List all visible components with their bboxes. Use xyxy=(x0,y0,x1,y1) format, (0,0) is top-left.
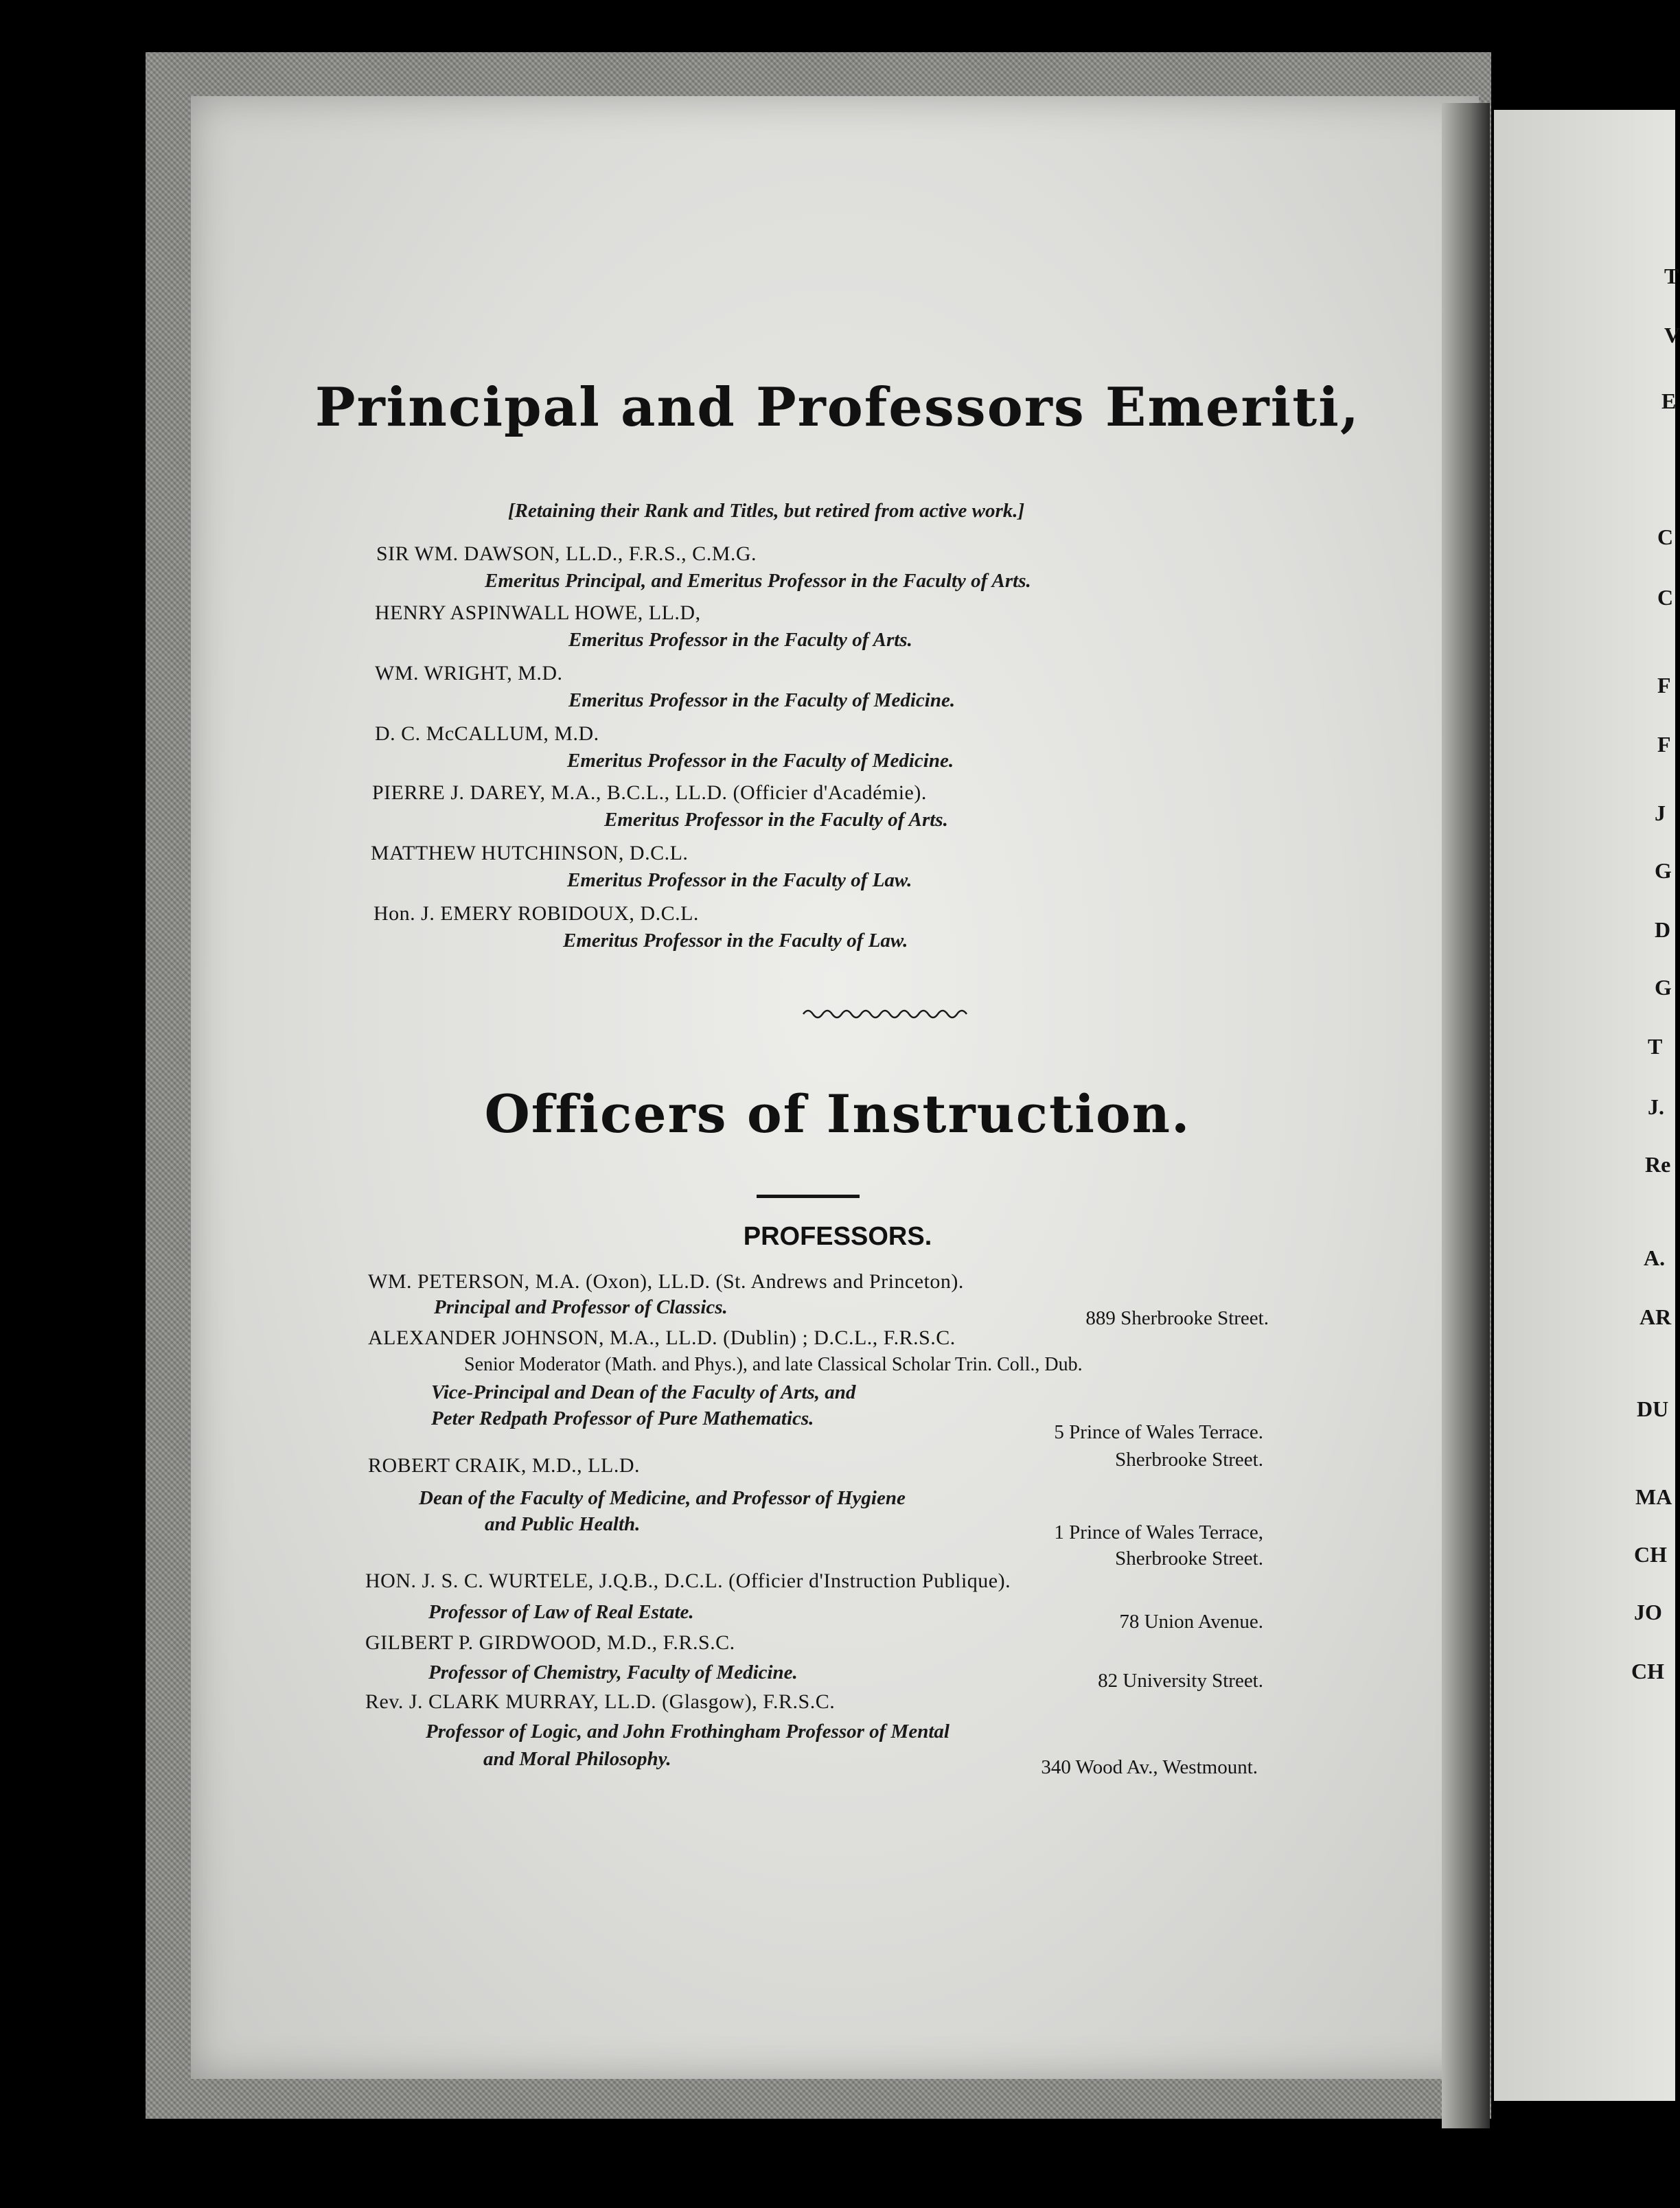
facing-page-fragment: G xyxy=(1655,858,1672,883)
facing-page-fragment: MA xyxy=(1635,1484,1672,1509)
murray-name: Rev. J. CLARK MURRAY, LL.D. (Glasgow), F.R.S.C. xyxy=(365,1690,836,1713)
emeriti-title: Emeritus Professor in the Faculty of Arts. xyxy=(604,809,948,831)
facing-page-fragment: G xyxy=(1655,975,1672,1000)
murray-title-2: and Moral Philosophy. xyxy=(483,1748,671,1770)
murray-address: 340 Wood Av., Westmount. xyxy=(1041,1756,1258,1778)
facing-page-fragment: Re xyxy=(1645,1152,1671,1177)
peterson-title: Principal and Professor of Classics. xyxy=(434,1296,728,1318)
wavy-divider-ornament xyxy=(802,1005,967,1023)
facing-page-fragment: AR xyxy=(1639,1304,1672,1329)
craik-address-2: Sherbrooke Street. xyxy=(1115,1548,1263,1569)
facing-page-fragment: T xyxy=(1648,1034,1663,1059)
emeriti-title: Emeritus Professor in the Faculty of Arts. xyxy=(568,629,912,651)
professors-label: PROFESSORS. xyxy=(743,1222,932,1251)
wurtele-name: HON. J. S. C. WURTELE, J.Q.B., D.C.L. (Officier d'Instruction Publique). xyxy=(365,1569,1011,1592)
facing-page-fragment: CH xyxy=(1634,1542,1667,1567)
emeriti-title: Emeritus Professor in the Faculty of Law. xyxy=(567,869,912,891)
emeriti-name: WM. WRIGHT, M.D. xyxy=(375,662,563,685)
emeriti-heading: Principal and Professors Emeriti, xyxy=(314,376,1361,439)
emeriti-title: Emeritus Principal, and Emeritus Professor in the Faculty of Arts. xyxy=(485,570,1031,592)
emeriti-name: SIR WM. DAWSON, LL.D., F.R.S., C.M.G. xyxy=(376,542,757,565)
facing-page-fragment: A. xyxy=(1644,1245,1666,1270)
emeriti-subtitle: [Retaining their Rank and Titles, but retired from active work.] xyxy=(508,500,1025,522)
facing-page-fragment: V xyxy=(1664,323,1680,347)
facing-page-fragment: T xyxy=(1664,264,1679,288)
johnson-note: Senior Moderator (Math. and Phys.), and late Classical Scholar Trin. Coll., Dub. xyxy=(464,1354,1083,1375)
facing-page-fragment: J xyxy=(1655,801,1666,825)
wurtele-address: 78 Union Avenue. xyxy=(1119,1611,1263,1633)
emeriti-name: D. C. McCALLUM, M.D. xyxy=(375,722,599,745)
facing-page-fragment: E xyxy=(1661,389,1677,413)
emeriti-name: Hon. J. EMERY ROBIDOUX, D.C.L. xyxy=(373,902,699,925)
facing-page-fragment: F xyxy=(1657,732,1671,757)
johnson-address-2: Sherbrooke Street. xyxy=(1115,1449,1263,1471)
johnson-name: ALEXANDER JOHNSON, M.A., LL.D. (Dublin) ; D.C.L., F.R.S.C. xyxy=(368,1326,956,1349)
johnson-title-1: Vice-Principal and Dean of the Faculty of Arts, and xyxy=(431,1381,856,1403)
peterson-address: 889 Sherbrooke Street. xyxy=(1085,1307,1269,1329)
facing-page-fragment: DU xyxy=(1637,1396,1669,1421)
craik-address-1: 1 Prince of Wales Terrace, xyxy=(1054,1521,1263,1543)
girdwood-address: 82 University Street. xyxy=(1098,1670,1263,1692)
emeriti-name: HENRY ASPINWALL HOWE, LL.D, xyxy=(375,601,701,624)
craik-title-2: and Public Health. xyxy=(485,1513,641,1535)
emeriti-title: Emeritus Professor in the Faculty of Medicine. xyxy=(568,689,956,711)
wurtele-title: Professor of Law of Real Estate. xyxy=(428,1601,694,1623)
johnson-address-1: 5 Prince of Wales Terrace. xyxy=(1054,1421,1263,1443)
murray-title-1: Professor of Logic, and John Frothingham Professor of Mental xyxy=(426,1721,950,1743)
peterson-name: WM. PETERSON, M.A. (Oxon), LL.D. (St. Andrews and Princeton). xyxy=(368,1270,964,1293)
facing-page-fragment: D xyxy=(1655,917,1671,942)
facing-page-fragment: CH xyxy=(1631,1659,1664,1683)
facing-page-fragment: JO xyxy=(1634,1600,1662,1624)
facing-page-fragment: F xyxy=(1657,673,1671,698)
girdwood-title: Professor of Chemistry, Faculty of Medicine. xyxy=(428,1661,798,1683)
emeriti-name: PIERRE J. DAREY, M.A., B.C.L., LL.D. (Officier d'Académie). xyxy=(372,781,927,804)
emeriti-title: Emeritus Professor in the Faculty of Medicine. xyxy=(567,750,954,772)
emeriti-title: Emeritus Professor in the Faculty of Law. xyxy=(563,930,908,952)
facing-page-fragment: C xyxy=(1657,585,1674,610)
facing-page-fragment: C xyxy=(1657,525,1674,549)
emeriti-name: MATTHEW HUTCHINSON, D.C.L. xyxy=(371,842,689,864)
girdwood-name: GILBERT P. GIRDWOOD, M.D., F.R.S.C. xyxy=(365,1631,735,1654)
johnson-title-2: Peter Redpath Professor of Pure Mathematics. xyxy=(431,1407,814,1429)
facing-page-fragment: J. xyxy=(1648,1094,1664,1119)
craik-title-1: Dean of the Faculty of Medicine, and Professor of Hygiene xyxy=(419,1487,906,1509)
craik-name: ROBERT CRAIK, M.D., LL.D. xyxy=(368,1454,640,1477)
officers-heading: Officers of Instruction. xyxy=(484,1083,1191,1145)
short-rule xyxy=(757,1195,860,1198)
